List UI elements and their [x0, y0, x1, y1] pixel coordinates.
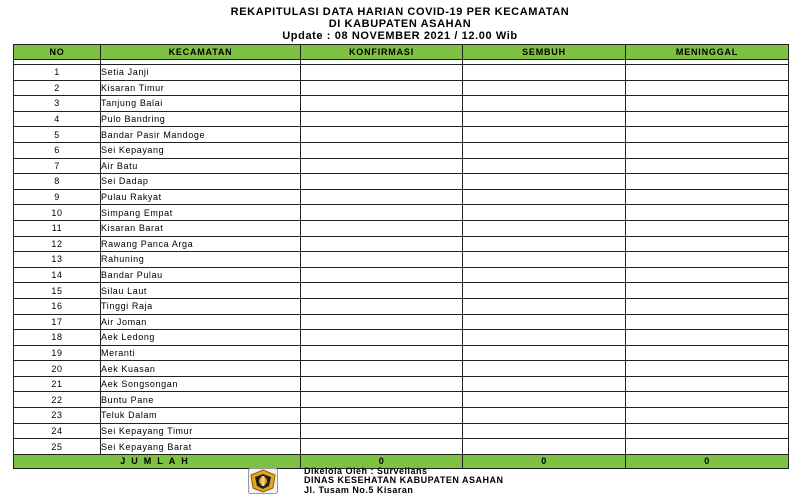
row-kecamatan: Bandar Pulau — [101, 267, 301, 283]
table-row — [14, 80, 789, 96]
row-sembuh — [463, 142, 626, 158]
row-konfirmasi — [301, 127, 463, 143]
row-no: 19 — [14, 345, 101, 361]
title-line-1: REKAPITULASI DATA HARIAN COVID-19 PER KECAMATAN — [230, 6, 570, 18]
row-kecamatan: Setia Janji — [101, 65, 301, 81]
row-no: 25 — [14, 439, 101, 455]
row-sembuh — [463, 392, 626, 408]
row-meninggal — [626, 298, 789, 314]
row-no: 18 — [14, 330, 101, 346]
table-row — [14, 252, 789, 268]
row-kecamatan: Air Joman — [101, 314, 301, 330]
row-meninggal — [626, 345, 789, 361]
row-kecamatan: Silau Laut — [101, 283, 301, 299]
row-meninggal — [626, 189, 789, 205]
table-row — [14, 236, 789, 252]
row-meninggal — [626, 252, 789, 268]
table-row — [14, 314, 789, 330]
row-sembuh — [463, 439, 626, 455]
header-sembuh: SEMBUH — [463, 45, 626, 60]
row-konfirmasi — [301, 283, 463, 299]
table-row — [14, 298, 789, 314]
row-konfirmasi — [301, 142, 463, 158]
header-meninggal: MENINGGAL — [626, 45, 789, 60]
table-row — [14, 345, 789, 361]
row-meninggal — [626, 314, 789, 330]
row-sembuh — [463, 220, 626, 236]
footer-address: Jl. Tusam No.5 Kisaran — [304, 484, 414, 495]
table-row — [14, 283, 789, 299]
row-sembuh — [463, 314, 626, 330]
row-konfirmasi — [301, 423, 463, 439]
row-sembuh — [463, 267, 626, 283]
table-row — [14, 205, 789, 221]
table-row — [14, 439, 789, 455]
row-meninggal — [626, 111, 789, 127]
row-meninggal — [626, 236, 789, 252]
title-line-2: DI KABUPATEN ASAHAN — [328, 18, 472, 30]
row-sembuh — [463, 80, 626, 96]
row-no: 24 — [14, 423, 101, 439]
total-label: JUMLAH — [14, 454, 301, 468]
footer-agency: DINAS KESEHATAN KABUPATEN ASAHAN — [304, 475, 504, 486]
row-no: 21 — [14, 376, 101, 392]
table-row — [14, 65, 789, 81]
row-kecamatan: Teluk Dalam — [101, 408, 301, 424]
row-no: 13 — [14, 252, 101, 268]
row-kecamatan: Simpang Empat — [101, 205, 301, 221]
row-meninggal — [626, 267, 789, 283]
row-sembuh — [463, 361, 626, 377]
row-konfirmasi — [301, 189, 463, 205]
row-konfirmasi — [301, 439, 463, 455]
row-kecamatan: Sei Kepayang Barat — [101, 439, 301, 455]
row-meninggal — [626, 158, 789, 174]
row-konfirmasi — [301, 65, 463, 81]
row-sembuh — [463, 174, 626, 190]
row-meninggal — [626, 408, 789, 424]
row-sembuh — [463, 376, 626, 392]
row-no: 6 — [14, 142, 101, 158]
row-meninggal — [626, 330, 789, 346]
row-meninggal — [626, 96, 789, 112]
table-row — [14, 111, 789, 127]
row-sembuh — [463, 283, 626, 299]
row-sembuh — [463, 252, 626, 268]
row-kecamatan: Kisaran Barat — [101, 220, 301, 236]
row-no: 20 — [14, 361, 101, 377]
table-row — [14, 158, 789, 174]
row-konfirmasi — [301, 236, 463, 252]
asahan-regency-emblem-icon — [248, 468, 278, 494]
footer-managed-by: Dikelola Oleh : Surveilans — [304, 466, 428, 476]
table-row — [14, 127, 789, 143]
table-row — [14, 267, 789, 283]
header-konfirmasi: KONFIRMASI — [301, 45, 463, 60]
table-row — [14, 142, 789, 158]
row-kecamatan: Pulo Bandring — [101, 111, 301, 127]
row-meninggal — [626, 376, 789, 392]
row-no: 2 — [14, 80, 101, 96]
table-row — [14, 174, 789, 190]
header-kecamatan: KECAMATAN — [101, 45, 301, 60]
row-sembuh — [463, 236, 626, 252]
row-no: 11 — [14, 220, 101, 236]
row-konfirmasi — [301, 174, 463, 190]
row-kecamatan: Rawang Panca Arga — [101, 236, 301, 252]
row-no: 10 — [14, 205, 101, 221]
row-kecamatan: Sei Kepayang Timur — [101, 423, 301, 439]
row-kecamatan: Sei Dadap — [101, 174, 301, 190]
row-no: 17 — [14, 314, 101, 330]
row-konfirmasi — [301, 267, 463, 283]
table-row — [14, 96, 789, 112]
row-kecamatan: Air Batu — [101, 158, 301, 174]
row-kecamatan: Tanjung Balai — [101, 96, 301, 112]
table-row — [14, 376, 789, 392]
row-konfirmasi — [301, 345, 463, 361]
table-row — [14, 189, 789, 205]
row-kecamatan: Aek Ledong — [101, 330, 301, 346]
row-konfirmasi — [301, 314, 463, 330]
total-konfirmasi: 0 — [301, 454, 463, 468]
title-update-line: Update : 08 NOVEMBER 2021 / 12.00 Wib — [282, 30, 518, 42]
row-no: 5 — [14, 127, 101, 143]
row-meninggal — [626, 220, 789, 236]
row-sembuh — [463, 298, 626, 314]
total-meninggal: 0 — [626, 454, 789, 468]
row-kecamatan: Bandar Pasir Mandoge — [101, 127, 301, 143]
row-kecamatan: Sei Kepayang — [101, 142, 301, 158]
row-no: 3 — [14, 96, 101, 112]
row-sembuh — [463, 158, 626, 174]
row-konfirmasi — [301, 298, 463, 314]
table-body — [14, 65, 789, 455]
row-sembuh — [463, 111, 626, 127]
table-header — [14, 45, 789, 60]
row-sembuh — [463, 189, 626, 205]
table-row — [14, 220, 789, 236]
row-sembuh — [463, 205, 626, 221]
header-no: NO — [14, 45, 101, 60]
row-no: 7 — [14, 158, 101, 174]
row-kecamatan: Aek Songsongan — [101, 376, 301, 392]
row-meninggal — [626, 361, 789, 377]
row-no: 1 — [14, 65, 101, 81]
row-konfirmasi — [301, 361, 463, 377]
row-meninggal — [626, 127, 789, 143]
row-kecamatan: Buntu Pane — [101, 392, 301, 408]
table-row — [14, 361, 789, 377]
row-no: 8 — [14, 174, 101, 190]
row-konfirmasi — [301, 376, 463, 392]
table-row — [14, 423, 789, 439]
table-row — [14, 392, 789, 408]
row-meninggal — [626, 423, 789, 439]
row-no: 16 — [14, 298, 101, 314]
row-sembuh — [463, 345, 626, 361]
row-konfirmasi — [301, 158, 463, 174]
row-kecamatan: Pulau Rakyat — [101, 189, 301, 205]
row-no: 15 — [14, 283, 101, 299]
row-konfirmasi — [301, 392, 463, 408]
row-konfirmasi — [301, 408, 463, 424]
row-konfirmasi — [301, 111, 463, 127]
row-no: 9 — [14, 189, 101, 205]
row-sembuh — [463, 408, 626, 424]
row-konfirmasi — [301, 252, 463, 268]
row-sembuh — [463, 96, 626, 112]
row-meninggal — [626, 283, 789, 299]
row-kecamatan: Meranti — [101, 345, 301, 361]
row-sembuh — [463, 127, 626, 143]
row-no: 14 — [14, 267, 101, 283]
footer-text — [304, 467, 664, 495]
row-meninggal — [626, 205, 789, 221]
row-sembuh — [463, 423, 626, 439]
row-konfirmasi — [301, 80, 463, 96]
row-kecamatan: Aek Kuasan — [101, 361, 301, 377]
table-row — [14, 408, 789, 424]
total-sembuh: 0 — [463, 454, 626, 468]
row-meninggal — [626, 80, 789, 96]
document-title — [0, 6, 800, 42]
covid-recap-table — [13, 44, 789, 469]
row-kecamatan: Kisaran Timur — [101, 80, 301, 96]
row-meninggal — [626, 142, 789, 158]
row-konfirmasi — [301, 96, 463, 112]
table-row — [14, 330, 789, 346]
row-no: 23 — [14, 408, 101, 424]
row-sembuh — [463, 330, 626, 346]
row-konfirmasi — [301, 205, 463, 221]
row-meninggal — [626, 65, 789, 81]
row-konfirmasi — [301, 330, 463, 346]
row-kecamatan: Rahuning — [101, 252, 301, 268]
row-meninggal — [626, 392, 789, 408]
row-konfirmasi — [301, 220, 463, 236]
row-meninggal — [626, 439, 789, 455]
row-no: 12 — [14, 236, 101, 252]
row-meninggal — [626, 174, 789, 190]
row-no: 22 — [14, 392, 101, 408]
row-no: 4 — [14, 111, 101, 127]
row-kecamatan: Tinggi Raja — [101, 298, 301, 314]
row-sembuh — [463, 65, 626, 81]
